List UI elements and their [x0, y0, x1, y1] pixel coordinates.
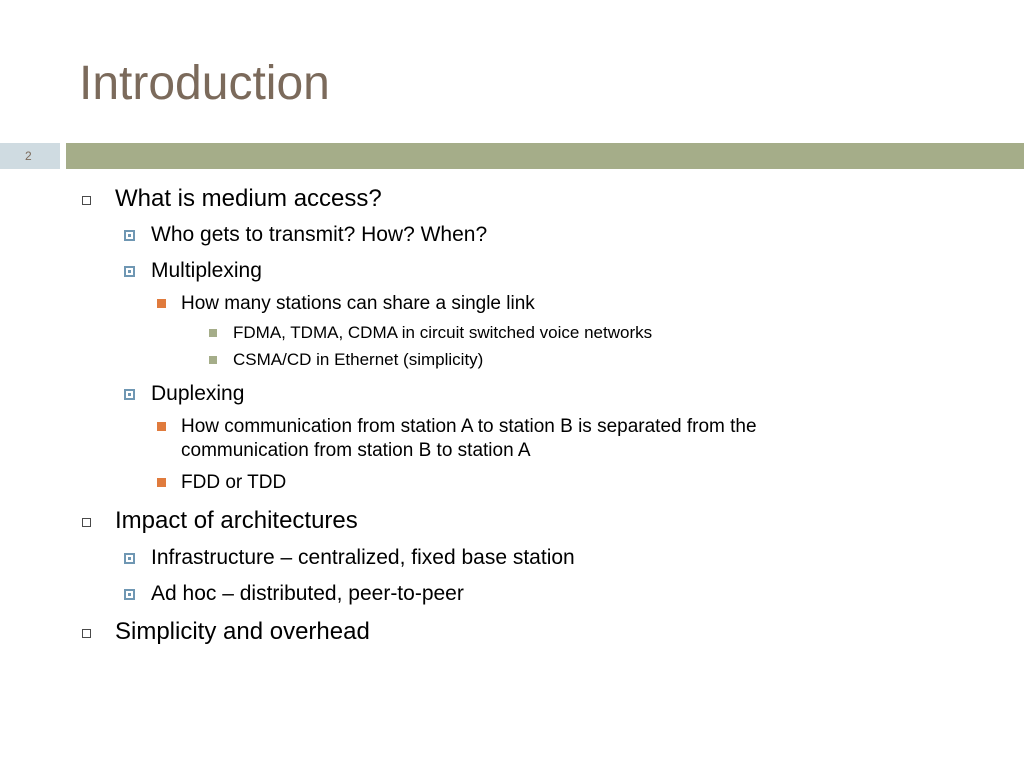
bullet-text: communication from station B to station A: [181, 440, 531, 461]
bullet-text: How communication from station A to station B is separated from the: [181, 416, 757, 437]
solid-square-bullet-icon: [157, 422, 166, 431]
slide-number: 2: [25, 149, 32, 163]
framed-square-bullet-icon: [124, 266, 135, 277]
solid-square-bullet-icon: [209, 329, 217, 337]
bullet-text: Multiplexing: [151, 259, 262, 282]
bullet-text: FDMA, TDMA, CDMA in circuit switched voice networks: [233, 323, 653, 342]
framed-square-bullet-icon: [124, 589, 135, 600]
bullet-text: How many stations can share a single link: [181, 293, 535, 314]
bullet-text: FDD or TDD: [181, 472, 287, 493]
hollow-square-bullet-icon: [82, 629, 91, 638]
bullet-text: CSMA/CD in Ethernet (simplicity): [233, 350, 484, 369]
slide-title: Introduction: [79, 57, 330, 110]
framed-square-bullet-icon: [124, 389, 135, 400]
solid-square-bullet-icon: [209, 356, 217, 364]
solid-square-bullet-icon: [157, 299, 166, 308]
hollow-square-bullet-icon: [82, 518, 91, 527]
bullet-text: Simplicity and overhead: [115, 618, 370, 645]
bullet-text: Ad hoc – distributed, peer-to-peer: [151, 582, 464, 605]
hollow-square-bullet-icon: [82, 196, 91, 205]
bullet-text: Impact of architectures: [115, 507, 358, 534]
framed-square-bullet-icon: [124, 553, 135, 564]
solid-square-bullet-icon: [157, 478, 166, 487]
bullet-text: Infrastructure – centralized, fixed base station: [151, 546, 575, 569]
bullet-text: Duplexing: [151, 382, 245, 405]
bullet-text: What is medium access?: [115, 185, 382, 212]
bullet-text: Who gets to transmit? How? When?: [151, 223, 488, 246]
framed-square-bullet-icon: [124, 230, 135, 241]
